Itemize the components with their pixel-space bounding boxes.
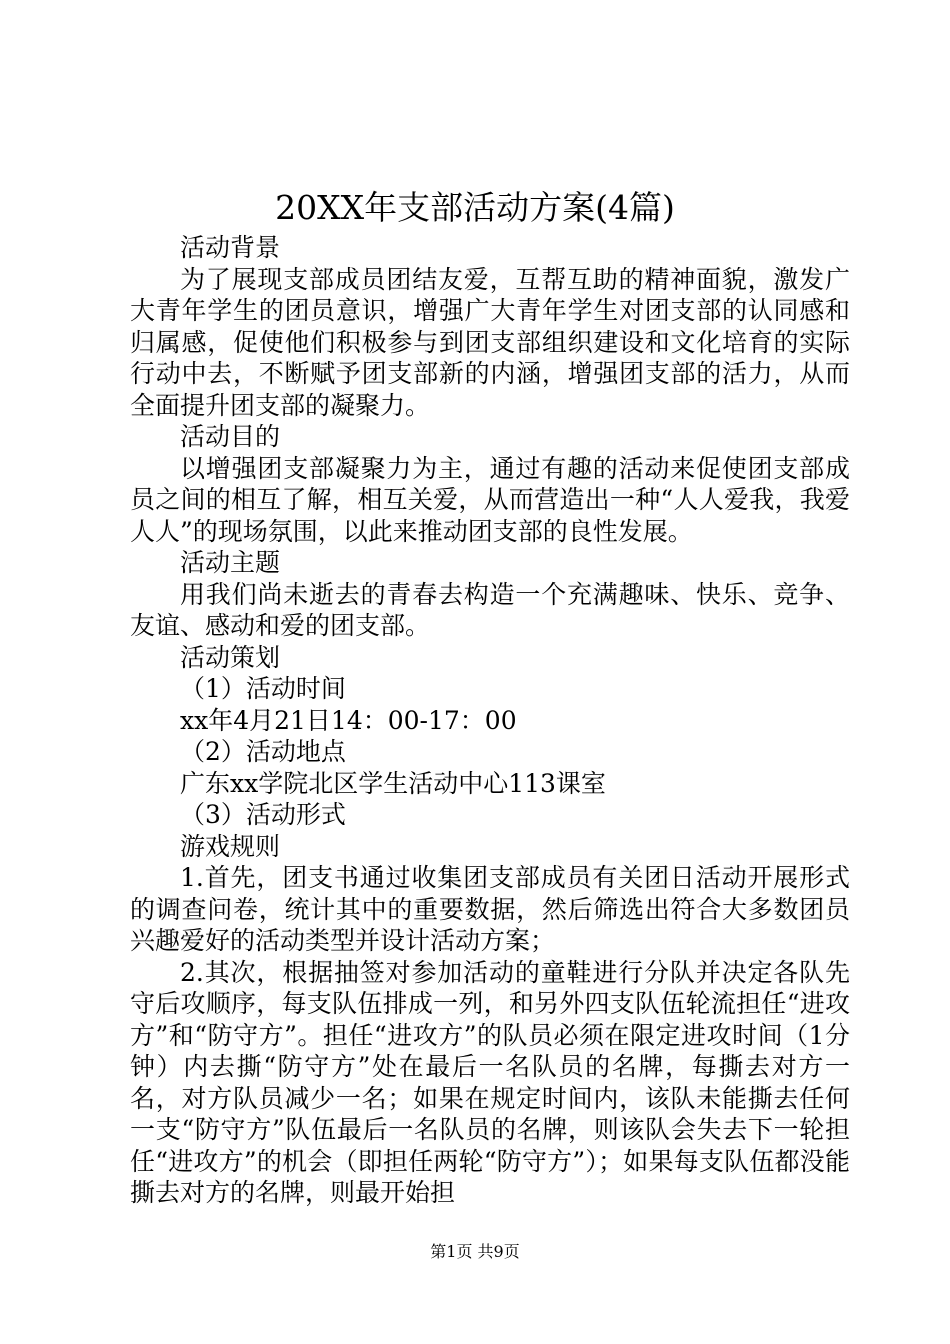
page-footer: 第1页 共9页 — [430, 1242, 520, 1261]
paragraph-time: xx年4月21日14：00-17：00 — [180, 705, 517, 735]
paragraph-background: 为了展现支部成员团结友爱，互帮互助的精神面貌，激发广大青年学生的团员意识，增强广大青年学生对团支部的认同感和归属感，促使他们积极参与到团支部组织建设和文化培育的实际行动中去，不断赋予团支部新的内涵，增强团支部的活力，从而全面提升团支部的凝聚力。 — [130, 264, 850, 420]
document-body — [130, 232, 850, 1209]
subheading-time: （1）活动时间 — [180, 674, 346, 703]
section-heading-theme: 活动主题 — [180, 548, 281, 577]
section-heading-background: 活动背景 — [180, 233, 281, 262]
section-heading-purpose: 活动目的 — [180, 422, 281, 451]
paragraph-rule-2: 2.其次，根据抽签对参加活动的童鞋进行分队并决定各队先守后攻顺序，每支队伍排成一列，和另外四支队伍轮流担任“进攻方”和“防守方”。担任“进攻方”的队员必须在限定进攻时间（1分钟）内去撕“防守方”处在最后一名队员的名牌，每撕去对方一名，对方队员减少一名；如果在规定时间内，该队未能撕去任何一支“防守方”队伍最后一名队员的名牌，则该队会失去下一轮担任“进攻方”的机会（即担任两轮“防守方”）；如果每支队伍都没能撕去对方的名牌，则最开始担 — [130, 957, 850, 1207]
document-title: 20XX年支部活动方案(4篇) — [275, 188, 675, 227]
paragraph-purpose: 以增强团支部凝聚力为主，通过有趣的活动来促使团支部成员之间的相互了解，相互关爱，从而营造出一种“人人爱我，我爱人人”的现场氛围，以此来推动团支部的良性发展。 — [130, 453, 850, 546]
subheading-format: （3）活动形式 — [180, 800, 346, 829]
subheading-location: （2）活动地点 — [180, 737, 346, 766]
section-heading-planning: 活动策划 — [180, 642, 281, 672]
paragraph-rule-1: 1.首先，团支书通过收集团支部成员有关团日活动开展形式的调查问卷，统计其中的重要数据，然后筛选出符合大多数团员兴趣爱好的活动类型并设计活动方案； — [130, 863, 850, 955]
paragraph-theme: 用我们尚未逝去的青春去构造一个充满趣味、快乐、竞争、友谊、感动和爱的团支部。 — [130, 579, 850, 640]
section-heading-rules: 游戏规则 — [180, 831, 281, 861]
paragraph-location: 广东xx学院北区学生活动中心113课室 — [180, 768, 606, 798]
